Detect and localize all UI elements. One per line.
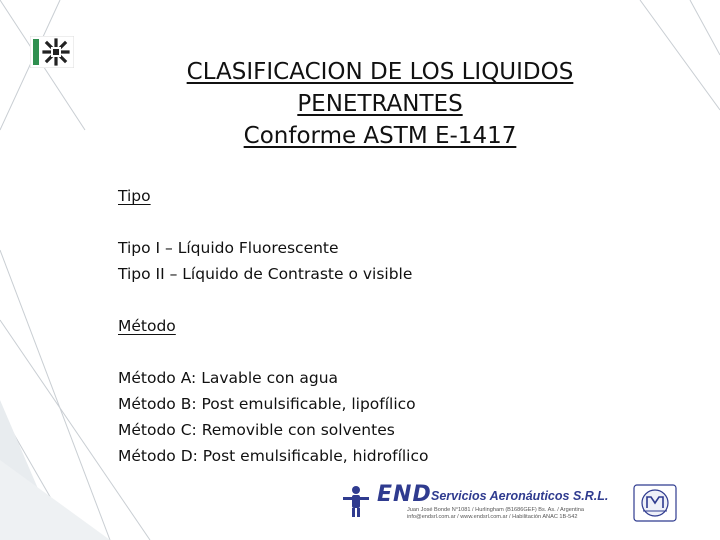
slide-body bbox=[118, 183, 678, 469]
slide-title bbox=[120, 56, 640, 152]
banner-address-line-1: Juan José Bonde N°1081 / Hurlingham (B1686GEF) Bs. As. / Argentina bbox=[407, 507, 584, 513]
university-logo-icon bbox=[30, 36, 74, 68]
metodo-item-c: Método C: Removible con solventes bbox=[118, 421, 395, 439]
banner-company-name: Servicios Aeronáuticos S.R.L. bbox=[431, 489, 609, 503]
title-line-2: PENETRANTES bbox=[297, 91, 463, 117]
banner-address-line-2: info@endsrl.com.ar / www.endsrl.com.ar / Habilitación ANAC 1B-542 bbox=[407, 514, 578, 520]
title-line-3: Conforme ASTM E-1417 bbox=[243, 123, 517, 149]
tipo-heading: Tipo bbox=[118, 187, 151, 205]
certification-seal-icon bbox=[633, 484, 677, 522]
metodo-item-a: Método A: Lavable con agua bbox=[118, 369, 339, 387]
inspection-figure-icon bbox=[341, 484, 371, 518]
title-line-1: CLASIFICACION DE LOS LIQUIDOS bbox=[186, 59, 574, 85]
metodo-item-d: Método D: Post emulsificable, hidrofílico bbox=[118, 447, 429, 465]
banner-brand: END bbox=[377, 482, 432, 507]
metodo-item-b: Método B: Post emulsificable, lipofílico bbox=[118, 395, 416, 413]
company-banner bbox=[335, 480, 685, 526]
metodo-heading: Método bbox=[118, 317, 176, 335]
tipo-item-2: Tipo II – Líquido de Contraste o visible bbox=[118, 265, 413, 283]
banner-address bbox=[407, 507, 584, 521]
tipo-item-1: Tipo I – Líquido Fluorescente bbox=[118, 239, 339, 257]
university-logo bbox=[30, 36, 74, 68]
